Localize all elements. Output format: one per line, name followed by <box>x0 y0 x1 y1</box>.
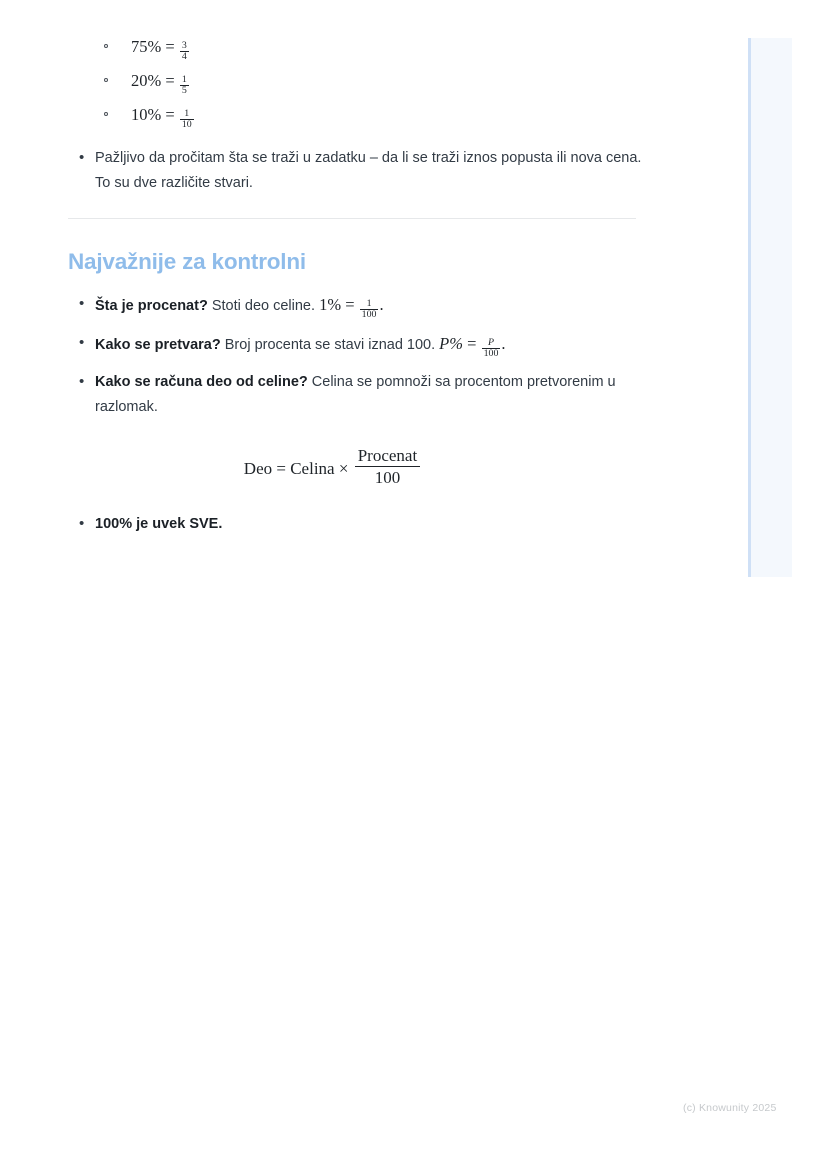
equation-body: Deo = Celina × $\frac{\text{Procenat}}{100}$ <box>244 459 422 478</box>
final-list <box>68 512 648 537</box>
list-item <box>68 30 648 64</box>
list-item <box>68 64 648 98</box>
list-item <box>68 292 648 320</box>
percent-equation: 10% = $\frac{1}{10}$ <box>131 105 192 130</box>
bullet-lead: Kako se računa deo od celine? <box>95 374 308 391</box>
list-item <box>68 146 648 196</box>
list-item <box>68 331 648 359</box>
percent-equation: 75% = $\frac{3}{4}$ <box>131 37 187 62</box>
document-content <box>68 30 648 548</box>
list-item <box>68 370 648 420</box>
section-divider <box>68 218 636 219</box>
final-bullet-text: 100% je uvek SVE. <box>95 515 223 532</box>
bullet-lead: Kako se pretvara? <box>95 337 221 354</box>
bullet-text: Stoti deo celine. <box>211 298 316 314</box>
percent-fraction-list <box>68 30 648 132</box>
summary-list <box>68 292 648 420</box>
display-equation <box>68 446 648 487</box>
footer-copyright: (c) Knowunity 2025 <box>683 1102 777 1114</box>
page-title: Najvažnije za kontrolni <box>68 249 306 274</box>
bullet-text: Celina se pomnoži sa procentom pretvorenim u razlomak. <box>95 374 616 416</box>
note-list <box>68 146 648 196</box>
bullet-lead: Šta je procenat? <box>95 298 208 314</box>
list-item <box>68 98 648 132</box>
percent-equation: 20% = $\frac{1}{5}$ <box>131 71 187 96</box>
inline-equation: 1% = $\frac{1}{100}$ . <box>319 295 384 320</box>
bullet-text: Broj procenta se stavi iznad 100. <box>224 337 436 354</box>
right-accent-panel <box>748 38 792 577</box>
list-item <box>68 512 648 537</box>
inline-equation: P% = $\frac{P}{100}$ . <box>439 334 506 360</box>
note-text: Pažljivo da pročitam šta se traži u zadatku – da li se traži iznos popusta ili nova cena. To su dve različite stvari. <box>95 150 642 191</box>
